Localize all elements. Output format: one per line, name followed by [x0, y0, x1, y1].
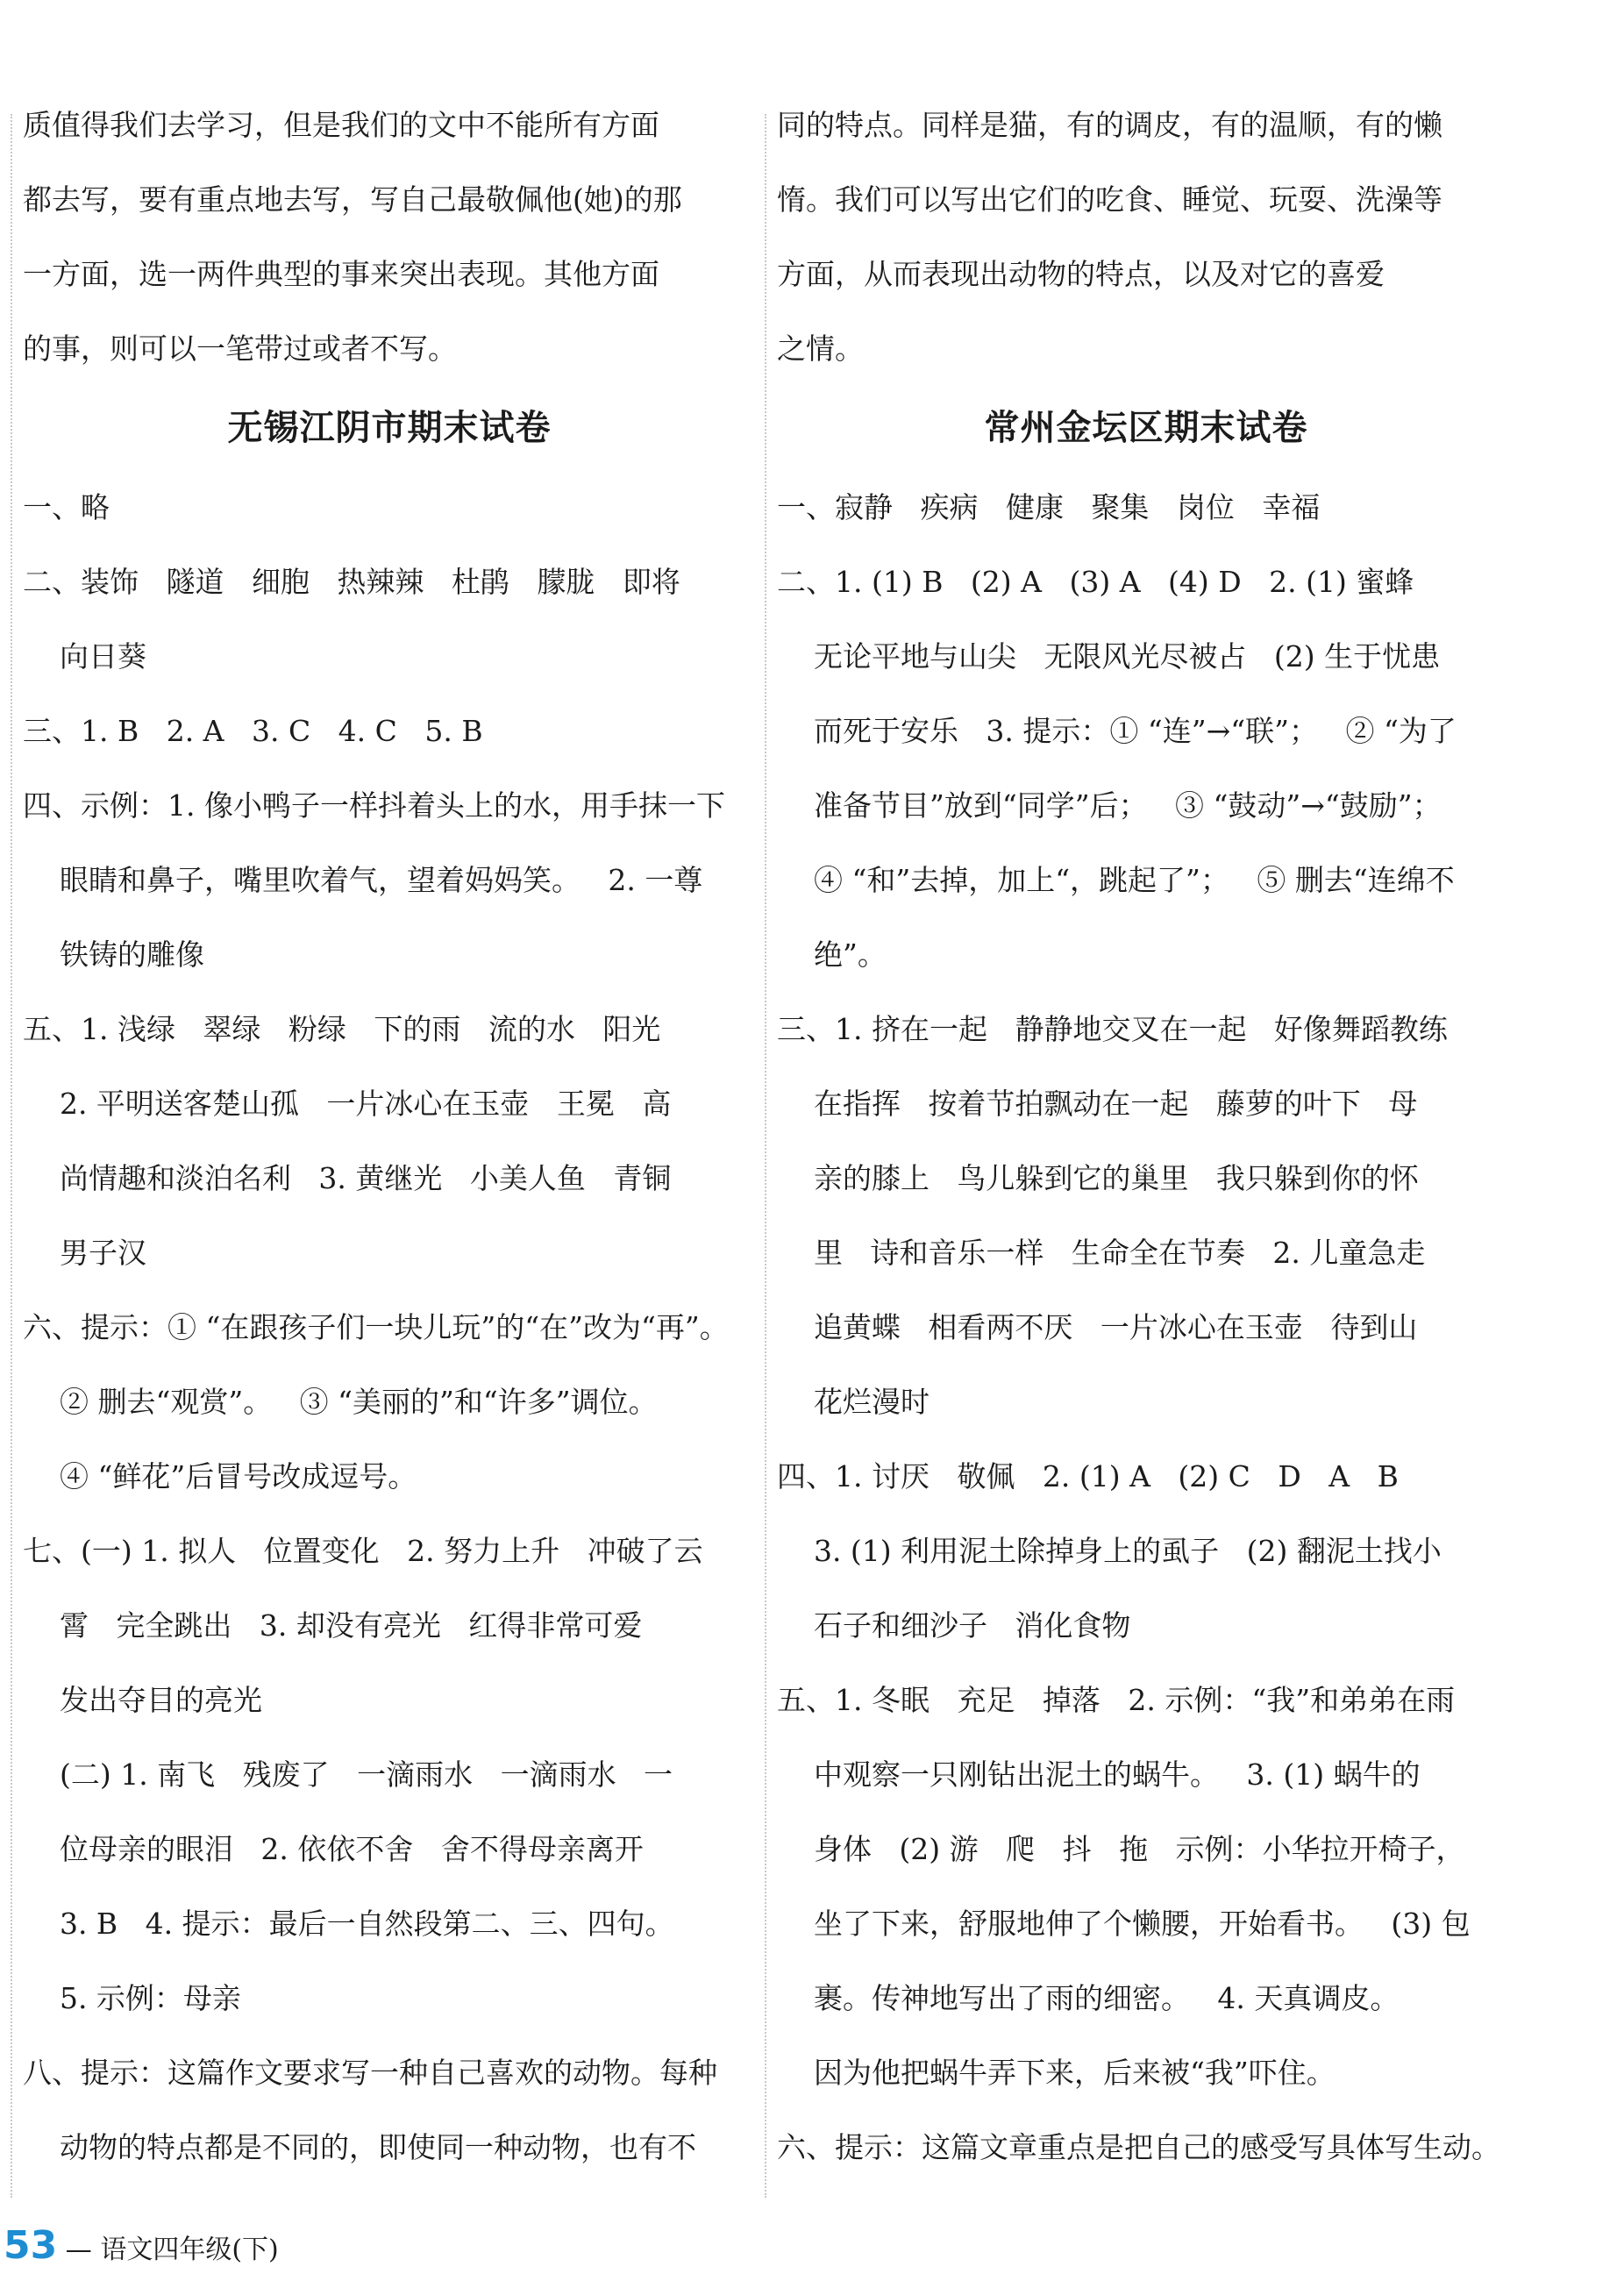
answer-line: 三、1. B 2. A 3. C 4. C 5. B	[23, 714, 483, 748]
answer-line: 无论平地与山尖 无限风光尽被占 (2) 生于忧患	[777, 639, 1441, 674]
answer-line: 在指挥 按着节拍飘动在一起 藤萝的叶下 母	[777, 1087, 1418, 1121]
answer-line: 六、提示：这篇文章重点是把自己的感受写具体写生动。	[777, 2130, 1500, 2164]
answer-line: 眼睛和鼻子，嘴里吹着气，望着妈妈笑。 2. 一尊	[23, 863, 703, 897]
answer-line: 亲的膝上 鸟儿躲到它的巢里 我只躲到你的怀	[777, 1161, 1419, 1195]
answer-line: 绝”。	[777, 937, 887, 972]
answer-line: 三、1. 挤在一起 静静地交叉在一起 好像舞蹈教练	[777, 1012, 1448, 1046]
answer-line: 霄 完全跳出 3. 却没有亮光 红得非常可爱	[23, 1608, 643, 1643]
column-rule-left	[11, 114, 12, 2198]
answer-line: 四、1. 讨厌 敬佩 2. (1) A (2) C D A B	[777, 1459, 1399, 1493]
answer-line: 尚情趣和淡泊名利 3. 黄继光 小美人鱼 青铜	[23, 1161, 672, 1195]
text-line: 惰。我们可以写出它们的吃食、睡觉、玩耍、洗澡等	[777, 182, 1442, 217]
answer-line: (二) 1. 南飞 残废了 一滴雨水 一滴雨水 一	[23, 1757, 673, 1792]
text-line: 的事，则可以一笔带过或者不写。	[23, 331, 457, 366]
answer-line: 准备节目”放到“同学”后； ③ “鼓动”→“鼓励”；	[777, 788, 1442, 823]
page-footer	[0, 2215, 526, 2277]
answer-line: 男子汉	[23, 1236, 146, 1270]
answer-line: 花烂漫时	[777, 1385, 930, 1419]
answer-line: 一、略	[23, 490, 110, 524]
answer-line: ④ “鲜花”后冒号改成逗号。	[23, 1459, 417, 1493]
answer-line: 里 诗和音乐一样 生命全在节奏 2. 儿童急走	[777, 1236, 1426, 1270]
answer-line: 发出夺目的亮光	[23, 1683, 262, 1717]
answer-line: 向日葵	[23, 639, 146, 674]
answer-line: 坐了下来，舒服地伸了个懒腰，开始看书。 (3) 包	[777, 1907, 1471, 1941]
book-title: 语文四年级(下)	[100, 2235, 279, 2265]
answer-line: 石子和细沙子 消化食物	[777, 1608, 1131, 1643]
answer-line: 四、示例：1. 像小鸭子一样抖着头上的水，用手抹一下	[23, 788, 725, 823]
text-line: 一方面，选一两件典型的事来突出表现。其他方面	[23, 257, 659, 291]
left-column	[23, 88, 756, 2185]
right-column	[777, 88, 1515, 2185]
text-line: 同的特点。同样是猫，有的调皮，有的温顺，有的懒	[777, 108, 1442, 142]
answer-line: 二、装饰 隧道 细胞 热辣辣 杜鹃 朦胧 即将	[23, 565, 680, 599]
answer-line: 裹。传神地写出了雨的细密。 4. 天真调皮。	[777, 1981, 1400, 2015]
answer-line: ② 删去“观赏”。 ③ “美丽的”和“许多”调位。	[23, 1385, 658, 1419]
section-title: 常州金坛区期末试卷	[984, 408, 1308, 448]
answer-line: 5. 示例：母亲	[23, 1981, 241, 2015]
column-rule-center	[765, 114, 766, 2198]
answer-line: 2. 平明送客楚山孤 一片冰心在玉壶 王冕 高	[23, 1087, 672, 1121]
text-line: 之情。	[777, 331, 864, 366]
answer-line: 六、提示：① “在跟孩子们一块儿玩”的“在”改为“再”。	[23, 1310, 729, 1344]
footer-dash: —	[65, 2235, 92, 2265]
text-line: 质值得我们去学习，但是我们的文中不能所有方面	[23, 108, 659, 142]
answer-line: 一、寂静 疾病 健康 聚集 岗位 幸福	[777, 490, 1321, 524]
answer-line: 五、1. 冬眠 充足 掉落 2. 示例：“我”和弟弟在雨	[777, 1683, 1456, 1717]
answer-line: 五、1. 浅绿 翠绿 粉绿 下的雨 流的水 阳光	[23, 1012, 661, 1046]
answer-line: 七、(一) 1. 拟人 位置变化 2. 努力上升 冲破了云	[23, 1534, 703, 1568]
answer-line: 追黄蝶 相看两不厌 一片冰心在玉壶 待到山	[777, 1310, 1418, 1344]
answer-line: 动物的特点都是不同的，即使同一种动物，也有不	[23, 2130, 696, 2164]
answer-line: 因为他把蜗牛弄下来，后来被“我”吓住。	[777, 2056, 1336, 2090]
answer-line: 3. (1) 利用泥土除掉身上的虱子 (2) 翻泥土找小	[777, 1534, 1442, 1568]
answer-line: 中观察一只刚钻出泥土的蜗牛。 3. (1) 蜗牛的	[777, 1757, 1421, 1792]
answer-line: 3. B 4. 提示：最后一自然段第二、三、四句。	[23, 1907, 674, 1941]
answer-line: 位母亲的眼泪 2. 依依不舍 舍不得母亲离开	[23, 1832, 644, 1866]
answer-line: ④ “和”去掉，加上“，跳起了”； ⑤ 删去“连绵不	[777, 863, 1455, 897]
text-line: 都去写，要有重点地去写，写自己最敬佩他(她)的那	[23, 182, 682, 217]
text-line: 方面，从而表现出动物的特点，以及对它的喜爱	[777, 257, 1385, 291]
answer-line: 身体 (2) 游 爬 抖 拖 示例：小华拉开椅子，	[777, 1832, 1465, 1866]
answer-line: 八、提示：这篇作文要求写一种自己喜欢的动物。每种	[23, 2056, 717, 2090]
answer-line: 铁铸的雕像	[23, 937, 204, 972]
answer-line: 二、1. (1) B (2) A (3) A (4) D 2. (1) 蜜蜂	[777, 565, 1414, 599]
section-title: 无锡江阴市期末试卷	[227, 408, 552, 448]
page-number: 53	[4, 2223, 58, 2268]
answer-line: 而死于安乐 3. 提示：① “连”→“联”； ② “为了	[777, 714, 1457, 748]
